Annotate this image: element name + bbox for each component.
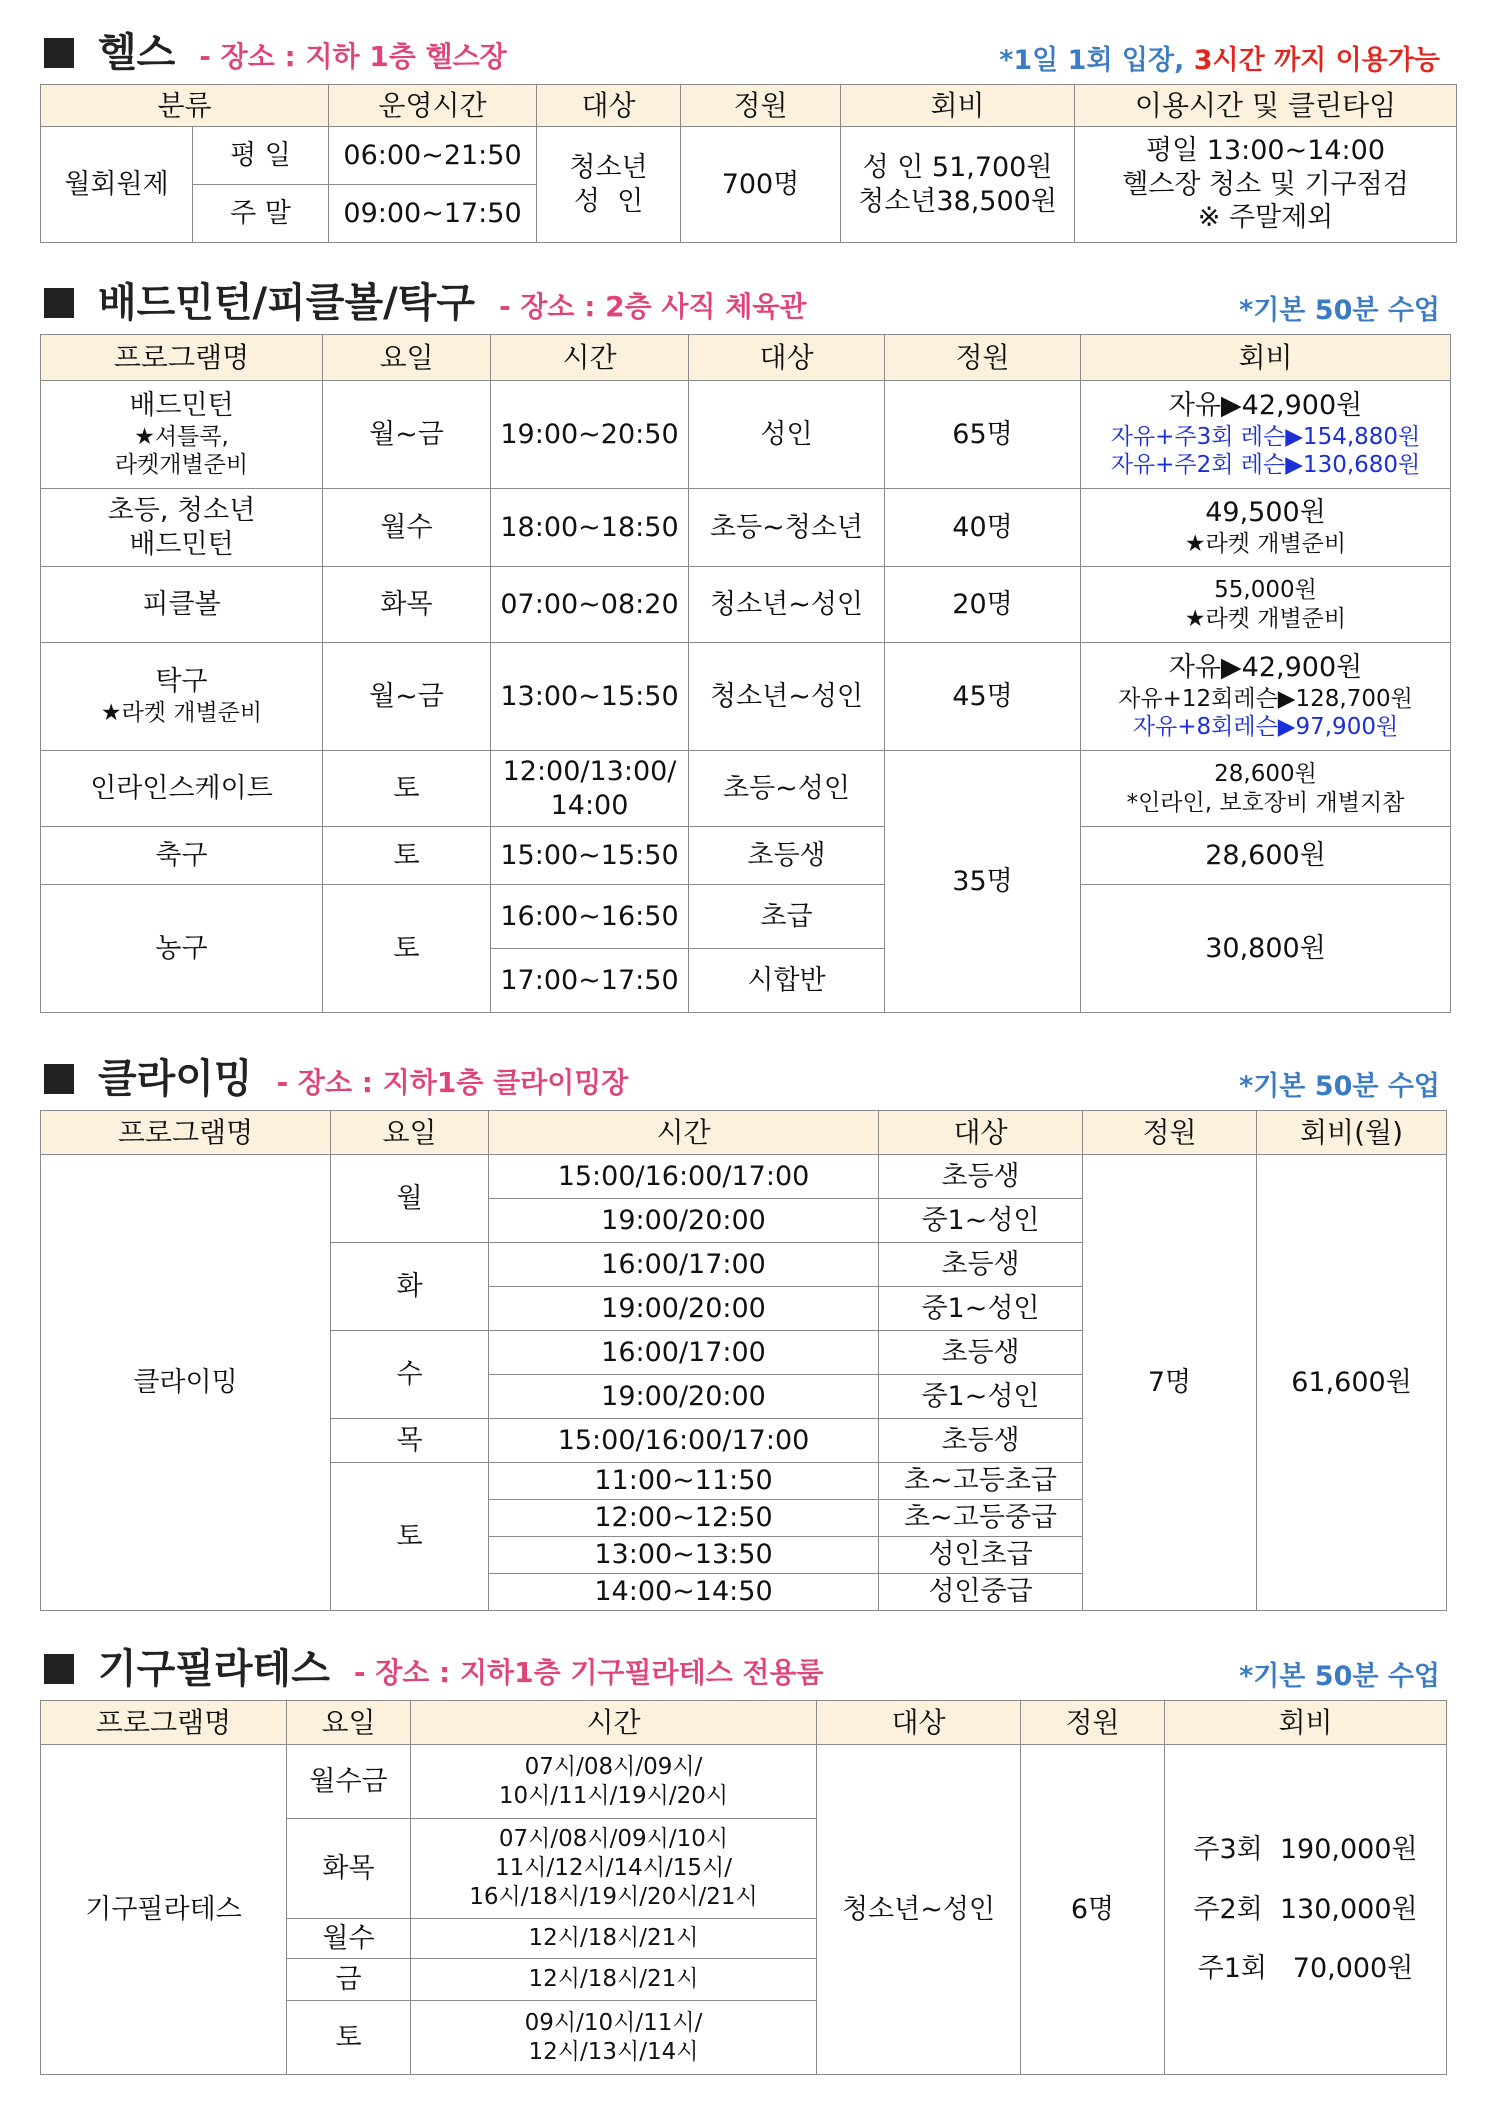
fee-line: 28,600원 [1214,760,1317,787]
time-cell [411,1745,817,1819]
header-cell: 요일 [323,335,491,381]
pilates-section [40,1640,1450,2075]
target-cell: 초등생 [879,1243,1083,1287]
fee-line: 청소년38,500원 [858,185,1057,217]
fee-line: 자유▶42,900원 [1168,651,1363,683]
header-cell: 대상 [689,335,885,381]
day-cell: 월 [331,1155,489,1243]
time-cell: 17:00~17:50 [491,949,689,1013]
header-cell: 운영시간 [329,85,537,127]
category-cell: 월회원제 [41,127,193,243]
header-cell: 프로그램명 [41,1111,331,1155]
racket-section [40,274,1450,1013]
fee-cell [1165,1745,1447,2075]
program-cell [41,489,323,567]
clean-line: 평일 13:00~14:00 [1146,134,1386,166]
clean-cell [1075,127,1457,243]
program-cell: 클라이밍 [41,1155,331,1611]
table-row [41,1155,1447,1199]
header-row [41,335,1451,381]
time-cell: 12:00~12:50 [489,1500,879,1537]
time-cell: 18:00~18:50 [491,489,689,567]
racket-title-row [40,274,1450,334]
time-cell: 19:00/20:00 [489,1287,879,1331]
square-bullet-icon [44,1064,74,1094]
fee-line: 주3회 190,000원 [1193,1833,1418,1865]
fee-cell: 28,600원 [1081,827,1451,885]
table-row [41,1745,1447,1819]
header-cell: 회비 [1165,1701,1447,1745]
fee-cell [1081,567,1451,643]
target-cell: 청소년~성인 [817,1745,1021,2075]
time-cell: 19:00~20:50 [491,381,689,489]
pilates-title: 기구필라테스 [98,1646,330,1692]
target-cell: 중1~성인 [879,1199,1083,1243]
program-sub: 라켓개별준비 [114,452,249,479]
table-row [41,827,1451,885]
square-bullet-icon [44,288,74,318]
program-sub: ★셔틀콕, [134,423,229,450]
fee-cell [1081,489,1451,567]
time-line: 12시/13시/14시 [528,2038,699,2065]
racket-table [40,334,1451,1013]
target-cell: 초등생 [689,827,885,885]
fee-line: 자유+주2회 레슨▶130,680원 [1110,452,1421,479]
header-cell: 시간 [411,1701,817,1745]
fee-line: 55,000원 [1214,576,1317,603]
capacity-cell: 45명 [885,643,1081,751]
time-line: 16시/18시/19시/20시/21시 [469,1883,758,1910]
time-cell: 15:00~15:50 [491,827,689,885]
weekend-time: 09:00~17:50 [329,185,537,243]
header-cell: 정원 [1021,1701,1165,1745]
header-cell: 이용시간 및 클린타임 [1075,85,1457,127]
weekday-label: 평 일 [193,127,329,185]
health-note [999,38,1440,77]
section-title [98,24,507,86]
fee-cell [1081,643,1451,751]
day-cell: 월수 [287,1919,411,1959]
time-line: 10시/11시/19시/20시 [498,1782,729,1809]
capacity-cell: 65명 [885,381,1081,489]
fee-cell [841,127,1075,243]
capacity-cell: 700명 [681,127,841,243]
climb-section [40,1050,1450,1611]
table-row [41,381,1451,489]
fee-line: ★라켓 개별준비 [1184,605,1347,632]
program-cell: 농구 [41,885,323,1013]
fee-line: 주2회 130,000원 [1193,1893,1418,1925]
target-line: 성 인 [573,185,644,217]
time-cell: 16:00~16:50 [491,885,689,949]
climb-table [40,1110,1447,1611]
section-title [98,274,806,336]
health-section [40,24,1450,243]
header-cell: 시간 [491,335,689,381]
time-cell [411,2001,817,2075]
time-cell: 16:00/17:00 [489,1243,879,1287]
climb-location: - 장소 : 지하1층 클라이밍장 [276,1066,629,1099]
target-cell: 초~고등초급 [879,1463,1083,1500]
target-cell: 시합반 [689,949,885,1013]
day-cell: 토 [331,1463,489,1611]
time-cell: 11:00~11:50 [489,1463,879,1500]
note-red: 3시간 까지 이용가능 [1193,45,1440,76]
pilates-location: - 장소 : 지하1층 기구필라테스 전용룸 [353,1656,824,1689]
pilates-title-row [40,1640,1450,1700]
time-line: 12:00/13:00/ [502,755,677,787]
program-cell [41,381,323,489]
weekday-time: 06:00~21:50 [329,127,537,185]
day-cell: 월수 [323,489,491,567]
fee-line: 주1회 70,000원 [1197,1953,1414,1985]
climb-title-row [40,1050,1450,1110]
header-cell: 분류 [41,85,329,127]
fee-line: *인라인, 보호장비 개별지참 [1126,789,1405,816]
capacity-cell: 7명 [1083,1155,1257,1611]
table-row [41,885,1451,949]
fee-line: 자유+8회레슨▶97,900원 [1132,714,1399,741]
target-cell: 초등생 [879,1331,1083,1375]
day-cell: 화 [331,1243,489,1331]
day-cell: 월~금 [323,643,491,751]
day-cell: 화목 [323,567,491,643]
racket-note: *기본 50분 수업 [1239,295,1440,326]
health-title: 헬스 [98,30,176,76]
time-cell: 12시/18시/21시 [411,1919,817,1959]
section-title [98,1640,824,1702]
program-cell: 기구필라테스 [41,1745,287,2075]
fee-cell [1081,751,1451,827]
capacity-cell: 6명 [1021,1745,1165,2075]
time-line: 11시/12시/14시/15시/ [495,1855,732,1882]
pilates-table [40,1700,1447,2075]
day-cell: 월수금 [287,1745,411,1819]
time-line: 07시/08시/09시/ [524,1753,703,1780]
header-cell: 요일 [331,1111,489,1155]
header-cell: 회비 [1081,335,1451,381]
climb-title: 클라이밍 [98,1056,253,1102]
header-row [41,1701,1447,1745]
header-cell: 정원 [885,335,1081,381]
time-cell: 16:00/17:00 [489,1331,879,1375]
target-cell [537,127,681,243]
weekend-label: 주 말 [193,185,329,243]
time-cell: 15:00/16:00/17:00 [489,1419,879,1463]
time-cell: 19:00/20:00 [489,1199,879,1243]
program-cell: 축구 [41,827,323,885]
time-cell: 19:00/20:00 [489,1375,879,1419]
header-cell: 정원 [681,85,841,127]
table-row [41,489,1451,567]
capacity-cell: 40명 [885,489,1081,567]
health-location: - 장소 : 지하 1층 헬스장 [199,40,507,73]
fee-cell: 61,600원 [1257,1155,1447,1611]
fee-line: 49,500원 [1205,497,1326,529]
time-cell [491,751,689,827]
header-cell: 회비(월) [1257,1111,1447,1155]
program-name: 배드민턴 [129,528,234,560]
program-name: 초등, 청소년 [107,494,256,526]
header-cell: 프로그램명 [41,1701,287,1745]
climb-note: *기본 50분 수업 [1239,1071,1440,1102]
header-cell: 정원 [1083,1111,1257,1155]
program-name: 탁구 [155,666,208,698]
fee-cell: 30,800원 [1081,885,1451,1013]
target-cell: 초등생 [879,1155,1083,1199]
target-cell: 초~고등중급 [879,1500,1083,1537]
note-blue: *1일 1회 입장, [999,45,1185,76]
time-line: 09시/10시/11시/ [524,2009,703,2036]
time-line: 14:00 [550,789,629,821]
program-cell: 인라인스케이트 [41,751,323,827]
target-line: 청소년 [569,151,648,183]
target-cell: 초등생 [879,1419,1083,1463]
target-cell: 초등~성인 [689,751,885,827]
fee-line: 성 인 51,700원 [862,151,1053,183]
target-cell: 성인 [689,381,885,489]
header-cell: 요일 [287,1701,411,1745]
header-row [41,85,1457,127]
time-cell: 07:00~08:20 [491,567,689,643]
racket-title: 배드민턴/피클볼/탁구 [98,280,475,326]
square-bullet-icon [44,1654,74,1684]
table-row [41,643,1451,751]
header-cell: 프로그램명 [41,335,323,381]
health-title-row [40,24,1450,84]
day-cell: 토 [323,827,491,885]
program-sub: ★라켓 개별준비 [100,700,263,726]
time-line: 07시/08시/09시/10시 [498,1826,729,1853]
table-row [41,751,1451,827]
header-row [41,1111,1447,1155]
time-cell: 12시/18시/21시 [411,1959,817,2001]
capacity-cell: 35명 [885,751,1081,1013]
section-title [98,1050,628,1112]
racket-location: - 장소 : 2층 사직 체육관 [498,290,807,323]
target-cell: 성인초급 [879,1537,1083,1574]
header-cell: 대상 [817,1701,1021,1745]
capacity-cell: 20명 [885,567,1081,643]
program-cell: 피클볼 [41,567,323,643]
day-cell: 화목 [287,1819,411,1919]
time-cell: 15:00/16:00/17:00 [489,1155,879,1199]
clean-line: 헬스장 청소 및 기구점검 [1122,168,1409,200]
time-cell: 14:00~14:50 [489,1574,879,1611]
table-row [41,567,1451,643]
day-cell: 월~금 [323,381,491,489]
program-name: 배드민턴 [129,389,234,421]
target-cell: 중1~성인 [879,1287,1083,1331]
target-cell: 청소년~성인 [689,567,885,643]
target-cell: 성인중급 [879,1574,1083,1611]
fee-line: 자유▶42,900원 [1168,389,1363,421]
day-cell: 금 [287,1959,411,2001]
day-cell: 토 [323,751,491,827]
pilates-note: *기본 50분 수업 [1239,1661,1440,1692]
fee-line: ★라켓 개별준비 [1184,531,1347,557]
day-cell: 토 [323,885,491,1013]
target-cell: 초등~청소년 [689,489,885,567]
time-cell [411,1819,817,1919]
fee-cell [1081,381,1451,489]
header-cell: 회비 [841,85,1075,127]
header-cell: 대상 [537,85,681,127]
square-bullet-icon [44,38,74,68]
header-cell: 시간 [489,1111,879,1155]
table-row [41,127,1457,185]
header-cell: 대상 [879,1111,1083,1155]
clean-line: ※ 주말제외 [1197,202,1334,234]
program-cell [41,643,323,751]
day-cell: 토 [287,2001,411,2075]
day-cell: 수 [331,1331,489,1419]
health-table [40,84,1457,243]
target-cell: 중1~성인 [879,1375,1083,1419]
time-cell: 13:00~13:50 [489,1537,879,1574]
fee-line: 자유+주3회 레슨▶154,880원 [1110,423,1421,450]
target-cell: 초급 [689,885,885,949]
day-cell: 목 [331,1419,489,1463]
fee-line: 자유+12회레슨▶128,700원 [1118,685,1413,712]
time-cell: 13:00~15:50 [491,643,689,751]
target-cell: 청소년~성인 [689,643,885,751]
